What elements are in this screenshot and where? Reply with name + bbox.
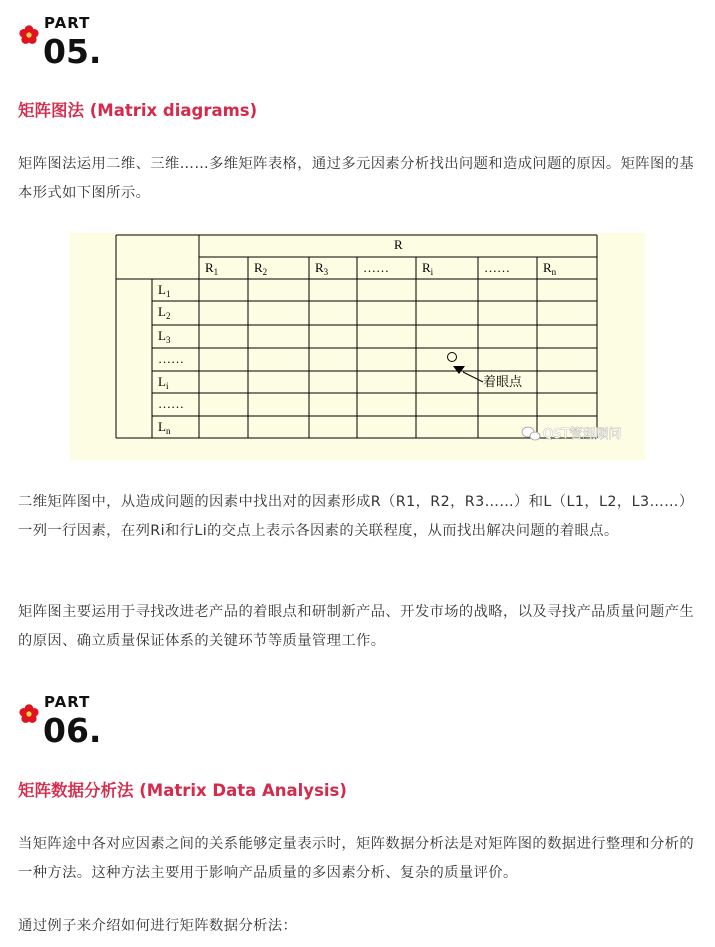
part-number: 05. bbox=[43, 32, 102, 71]
focus-arrow-icon bbox=[453, 366, 465, 374]
matrix-column-header: $R_n$ bbox=[543, 260, 557, 277]
part-label: PART bbox=[44, 693, 91, 711]
matrix-column-header: …… bbox=[363, 260, 389, 275]
paragraph-mda-intro: 当矩阵途中各对应因素之间的关系能够定量表示时，矩阵数据分析法是对矩阵图的数据进行整理和分析的一种方法。这种方法主要用于影响产品质量的多因素分析、复杂的质量评价。 bbox=[18, 836, 695, 881]
focus-pointer-line bbox=[463, 372, 483, 382]
matrix-column-header: $R_1$ bbox=[205, 260, 219, 277]
flower-icon bbox=[18, 24, 40, 46]
matrix-column-header: $R_2$ bbox=[254, 260, 268, 277]
matrix-row-header: …… bbox=[158, 396, 184, 411]
matrix-diagram bbox=[70, 233, 645, 460]
matrix-row-header: $L_1$ bbox=[158, 282, 171, 299]
focus-point-label: 着眼点 bbox=[483, 375, 523, 390]
matrix-row-header: $L_3$ bbox=[158, 328, 171, 345]
paragraph-matrix-intro: 矩阵图法运用二维、三维……多维矩阵表格，通过多元因素分析找出问题和造成问题的原因。矩阵图的基本形式如下图所示。 bbox=[18, 156, 695, 201]
part-label: PART bbox=[44, 14, 91, 32]
section-title-matrix-diagrams: 矩阵图法 (Matrix diagrams) bbox=[18, 101, 258, 120]
matrix-column-header: $R_3$ bbox=[315, 260, 329, 277]
watermark-text: QST管理顾问 bbox=[543, 427, 622, 442]
paragraph-matrix-applications: 矩阵图主要运用于寻找改进老产品的着眼点和研制新产品、开发市场的战略，以及寻找产品质量问题产生的原因、确立质量保证体系的关键环节等质量管理工作。 bbox=[18, 604, 695, 649]
flower-icon bbox=[18, 703, 40, 725]
matrix-row-header: …… bbox=[158, 351, 184, 366]
paragraph-matrix-explanation: 二维矩阵图中，从造成问题的因素中找出对的因素形成R（R1，R2，R3……）和L（L1，L2，L3……）一列一行因素，在列Ri和行Li的交点上表示各因素的关联程度，从而找出解决问题的着眼点。 bbox=[18, 494, 694, 539]
matrix-column-header: $R_i$ bbox=[422, 260, 434, 277]
section-title-matrix-data-analysis: 矩阵数据分析法 (Matrix Data Analysis) bbox=[18, 781, 347, 800]
part-number: 06. bbox=[43, 711, 102, 750]
matrix-row-header: $L_i$ bbox=[158, 374, 169, 391]
matrix-column-header: …… bbox=[484, 260, 510, 275]
paragraph-mda-example: 通过例子来介绍如何进行矩阵数据分析法： bbox=[18, 918, 298, 934]
matrix-row-header: $L_2$ bbox=[158, 304, 171, 321]
matrix-row-header: $L_n$ bbox=[158, 419, 171, 436]
matrix-diagram-figure bbox=[70, 233, 645, 460]
matrix-top-header: R bbox=[394, 237, 403, 252]
focus-point-circle bbox=[448, 353, 457, 362]
